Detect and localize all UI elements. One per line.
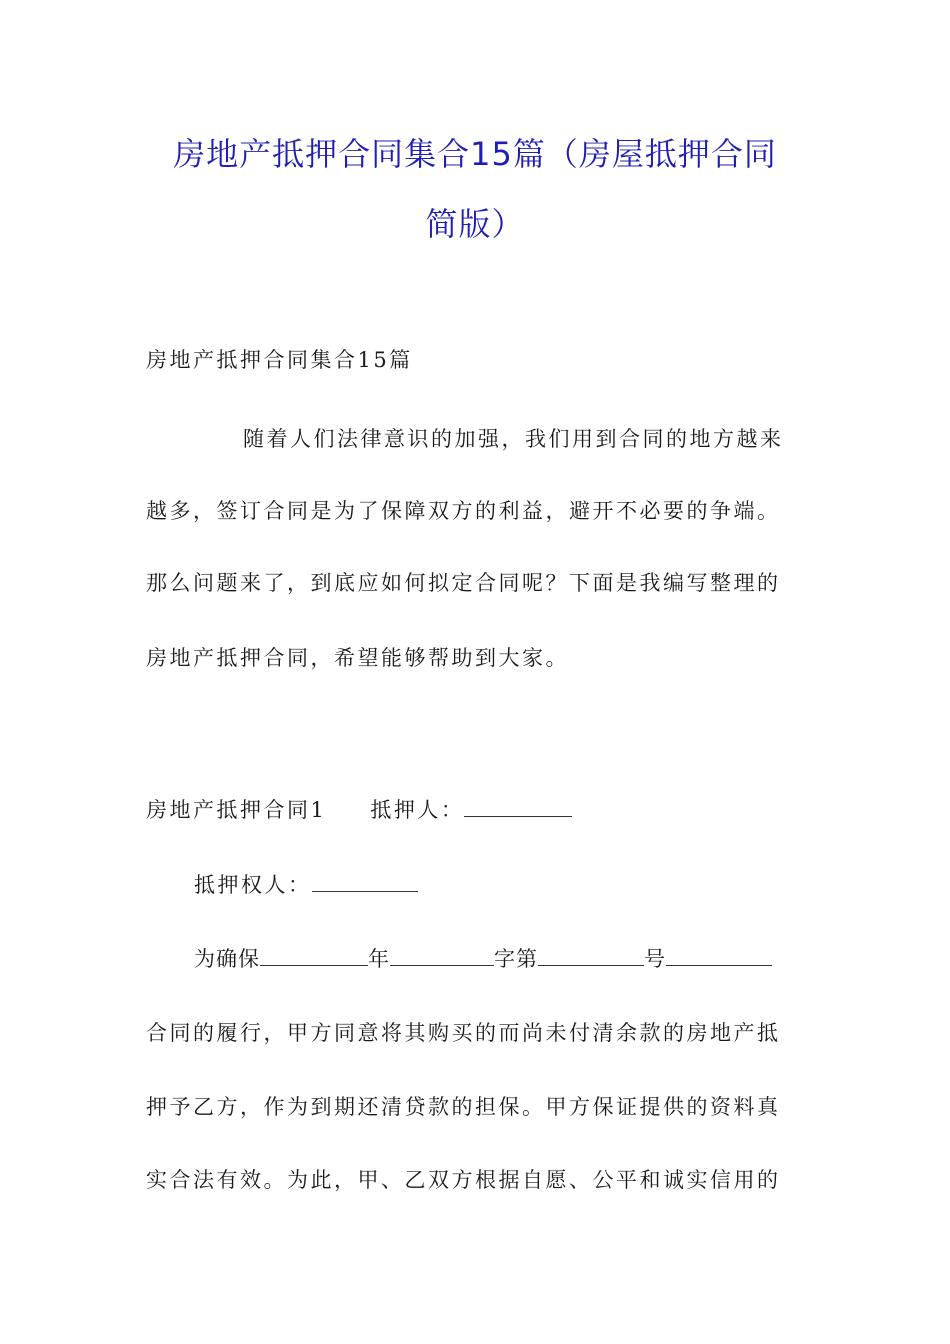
certificate-blank-4 — [666, 943, 772, 966]
contract-1-heading: 房地产抵押合同1 — [146, 798, 327, 822]
intro-line-4: 房地产抵押合同，希望能够帮助到大家。 — [146, 646, 569, 670]
clause-line-2: 合同的履行，甲方同意将其购买的而尚未付清余款的房地产抵 — [146, 1021, 781, 1045]
clause-line-1 — [194, 943, 854, 974]
mortgagee-blank — [312, 869, 418, 892]
certificate-blank-2 — [390, 943, 494, 966]
intro-line-2: 越多，签订合同是为了保障双方的利益，避开不必要的争端。 — [146, 499, 781, 523]
mortgagee-label: 抵押权人： — [194, 873, 312, 897]
clause-prefix: 为确保 — [194, 947, 260, 971]
subtitle: 房地产抵押合同集合15篇 — [146, 348, 413, 372]
contract-1-heading-row — [146, 794, 806, 825]
certificate-blank-3 — [538, 943, 644, 966]
mortgagee-row — [194, 869, 854, 900]
mortgagor-blank — [464, 794, 572, 817]
document-title-line-2: 简版） — [425, 205, 525, 243]
certificate-blank-1 — [260, 943, 368, 966]
clause-hao: 号 — [644, 947, 666, 971]
mortgagor-label: 抵押人： — [370, 798, 465, 822]
intro-line-1: 随着人们法律意识的加强，我们用到合同的地方越来 — [243, 427, 784, 451]
document-title-line-1: 房地产抵押合同集合15篇（房屋抵押合同 — [173, 135, 777, 173]
clause-zi-di: 字第 — [494, 947, 538, 971]
intro-line-3: 那么问题来了，到底应如何拟定合同呢？下面是我编写整理的 — [146, 571, 781, 595]
clause-line-4: 实合法有效。为此，甲、乙双方根据自愿、公平和诚实信用的 — [146, 1168, 781, 1192]
clause-line-3: 押予乙方，作为到期还清贷款的担保。甲方保证提供的资料真 — [146, 1095, 781, 1119]
clause-year: 年 — [368, 947, 390, 971]
